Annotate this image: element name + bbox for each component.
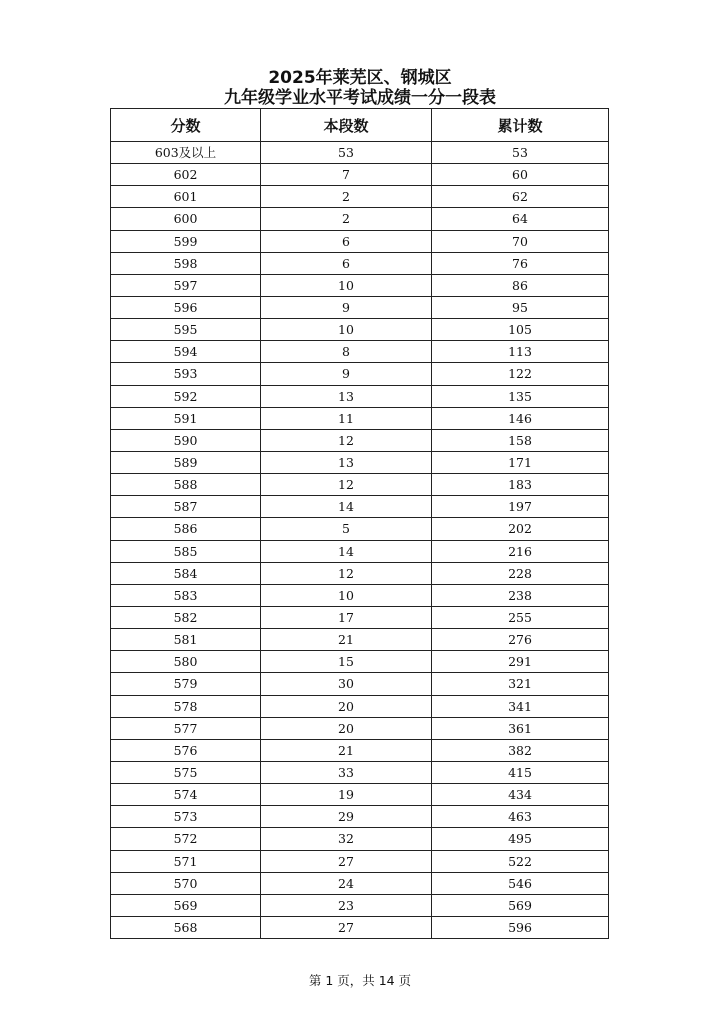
segment-count-cell: 12: [261, 429, 432, 451]
header-segment-count: 本段数: [261, 109, 432, 142]
cumulative-count-cell: 321: [432, 673, 609, 695]
table-row: [111, 186, 609, 208]
segment-count-cell: 10: [261, 319, 432, 341]
table-row: [111, 252, 609, 274]
score-cell: 603及以上: [111, 142, 261, 164]
segment-count-cell: 2: [261, 186, 432, 208]
table-row: [111, 850, 609, 872]
segment-count-cell: 29: [261, 806, 432, 828]
table-row: [111, 717, 609, 739]
segment-count-cell: 9: [261, 363, 432, 385]
table-row: [111, 739, 609, 761]
cumulative-count-cell: 171: [432, 451, 609, 473]
segment-count-cell: 20: [261, 695, 432, 717]
segment-count-cell: 11: [261, 407, 432, 429]
segment-count-cell: 27: [261, 850, 432, 872]
cumulative-count-cell: 135: [432, 385, 609, 407]
cumulative-count-cell: 255: [432, 606, 609, 628]
segment-count-cell: 17: [261, 606, 432, 628]
cumulative-count-cell: 64: [432, 208, 609, 230]
segment-count-cell: 14: [261, 540, 432, 562]
table-row: [111, 695, 609, 717]
segment-count-cell: 7: [261, 164, 432, 186]
segment-count-cell: 2: [261, 208, 432, 230]
table-row: [111, 828, 609, 850]
score-cell: 593: [111, 363, 261, 385]
score-cell: 588: [111, 474, 261, 496]
table-row: [111, 651, 609, 673]
segment-count-cell: 24: [261, 872, 432, 894]
segment-count-cell: 19: [261, 784, 432, 806]
score-cell: 577: [111, 717, 261, 739]
table-body: [111, 142, 609, 939]
table-row: [111, 916, 609, 938]
score-cell: 601: [111, 186, 261, 208]
cumulative-count-cell: 146: [432, 407, 609, 429]
cumulative-count-cell: 105: [432, 319, 609, 341]
table-row: [111, 385, 609, 407]
cumulative-count-cell: 60: [432, 164, 609, 186]
cumulative-count-cell: 62: [432, 186, 609, 208]
score-cell: 568: [111, 916, 261, 938]
table-row: [111, 274, 609, 296]
cumulative-count-cell: 415: [432, 761, 609, 783]
score-cell: 579: [111, 673, 261, 695]
segment-count-cell: 12: [261, 474, 432, 496]
table-row: [111, 142, 609, 164]
segment-count-cell: 8: [261, 341, 432, 363]
cumulative-count-cell: 495: [432, 828, 609, 850]
score-cell: 598: [111, 252, 261, 274]
table-row: [111, 872, 609, 894]
table-row: [111, 429, 609, 451]
score-cell: 574: [111, 784, 261, 806]
score-cell: 580: [111, 651, 261, 673]
segment-count-cell: 53: [261, 142, 432, 164]
cumulative-count-cell: 86: [432, 274, 609, 296]
score-cell: 575: [111, 761, 261, 783]
segment-count-cell: 33: [261, 761, 432, 783]
segment-count-cell: 10: [261, 584, 432, 606]
cumulative-count-cell: 158: [432, 429, 609, 451]
table-row: [111, 784, 609, 806]
table-row: [111, 894, 609, 916]
cumulative-count-cell: 70: [432, 230, 609, 252]
table-row: [111, 451, 609, 473]
table-row: [111, 319, 609, 341]
score-cell: 592: [111, 385, 261, 407]
cumulative-count-cell: 238: [432, 584, 609, 606]
table-row: [111, 606, 609, 628]
table-row: [111, 761, 609, 783]
table-row: [111, 540, 609, 562]
score-cell: 578: [111, 695, 261, 717]
table-row: [111, 164, 609, 186]
score-cell: 599: [111, 230, 261, 252]
table-row: [111, 407, 609, 429]
document-title-line2: 九年级学业水平考试成绩一分一段表: [224, 88, 496, 108]
score-cell: 576: [111, 739, 261, 761]
cumulative-count-cell: 546: [432, 872, 609, 894]
segment-count-cell: 27: [261, 916, 432, 938]
cumulative-count-cell: 113: [432, 341, 609, 363]
cumulative-count-cell: 122: [432, 363, 609, 385]
score-cell: 586: [111, 518, 261, 540]
score-distribution-table: [110, 108, 609, 939]
score-cell: 569: [111, 894, 261, 916]
score-cell: 571: [111, 850, 261, 872]
table-row: [111, 496, 609, 518]
score-cell: 570: [111, 872, 261, 894]
score-cell: 600: [111, 208, 261, 230]
table-row: [111, 296, 609, 318]
header-score: 分数: [111, 109, 261, 142]
table-row: [111, 673, 609, 695]
table-row: [111, 562, 609, 584]
score-cell: 602: [111, 164, 261, 186]
segment-count-cell: 12: [261, 562, 432, 584]
score-cell: 584: [111, 562, 261, 584]
document-title-line1: 2025年莱芜区、钢城区: [268, 68, 452, 88]
cumulative-count-cell: 361: [432, 717, 609, 739]
table-row: [111, 208, 609, 230]
segment-count-cell: 15: [261, 651, 432, 673]
table-header-row: [111, 109, 609, 142]
table-row: [111, 341, 609, 363]
segment-count-cell: 6: [261, 230, 432, 252]
segment-count-cell: 13: [261, 385, 432, 407]
score-cell: 589: [111, 451, 261, 473]
cumulative-count-cell: 216: [432, 540, 609, 562]
cumulative-count-cell: 341: [432, 695, 609, 717]
score-cell: 596: [111, 296, 261, 318]
segment-count-cell: 5: [261, 518, 432, 540]
segment-count-cell: 9: [261, 296, 432, 318]
segment-count-cell: 23: [261, 894, 432, 916]
page-footer: 第 1 页，共 14 页: [308, 973, 412, 988]
score-cell: 590: [111, 429, 261, 451]
score-cell: 582: [111, 606, 261, 628]
segment-count-cell: 30: [261, 673, 432, 695]
cumulative-count-cell: 463: [432, 806, 609, 828]
table-row: [111, 474, 609, 496]
segment-count-cell: 13: [261, 451, 432, 473]
cumulative-count-cell: 202: [432, 518, 609, 540]
table-row: [111, 584, 609, 606]
segment-count-cell: 20: [261, 717, 432, 739]
segment-count-cell: 21: [261, 629, 432, 651]
cumulative-count-cell: 183: [432, 474, 609, 496]
cumulative-count-cell: 382: [432, 739, 609, 761]
score-cell: 585: [111, 540, 261, 562]
table-row: [111, 518, 609, 540]
cumulative-count-cell: 53: [432, 142, 609, 164]
cumulative-count-cell: 197: [432, 496, 609, 518]
table-row: [111, 806, 609, 828]
table-row: [111, 230, 609, 252]
cumulative-count-cell: 76: [432, 252, 609, 274]
cumulative-count-cell: 434: [432, 784, 609, 806]
cumulative-count-cell: 228: [432, 562, 609, 584]
cumulative-count-cell: 522: [432, 850, 609, 872]
table-row: [111, 363, 609, 385]
score-cell: 591: [111, 407, 261, 429]
score-cell: 581: [111, 629, 261, 651]
score-cell: 587: [111, 496, 261, 518]
segment-count-cell: 10: [261, 274, 432, 296]
segment-count-cell: 21: [261, 739, 432, 761]
score-cell: 595: [111, 319, 261, 341]
score-cell: 573: [111, 806, 261, 828]
cumulative-count-cell: 291: [432, 651, 609, 673]
segment-count-cell: 32: [261, 828, 432, 850]
cumulative-count-cell: 95: [432, 296, 609, 318]
header-cumulative-count: 累计数: [432, 109, 609, 142]
score-cell: 572: [111, 828, 261, 850]
table-row: [111, 629, 609, 651]
segment-count-cell: 6: [261, 252, 432, 274]
score-cell: 594: [111, 341, 261, 363]
cumulative-count-cell: 276: [432, 629, 609, 651]
cumulative-count-cell: 569: [432, 894, 609, 916]
segment-count-cell: 14: [261, 496, 432, 518]
score-cell: 597: [111, 274, 261, 296]
cumulative-count-cell: 596: [432, 916, 609, 938]
score-cell: 583: [111, 584, 261, 606]
